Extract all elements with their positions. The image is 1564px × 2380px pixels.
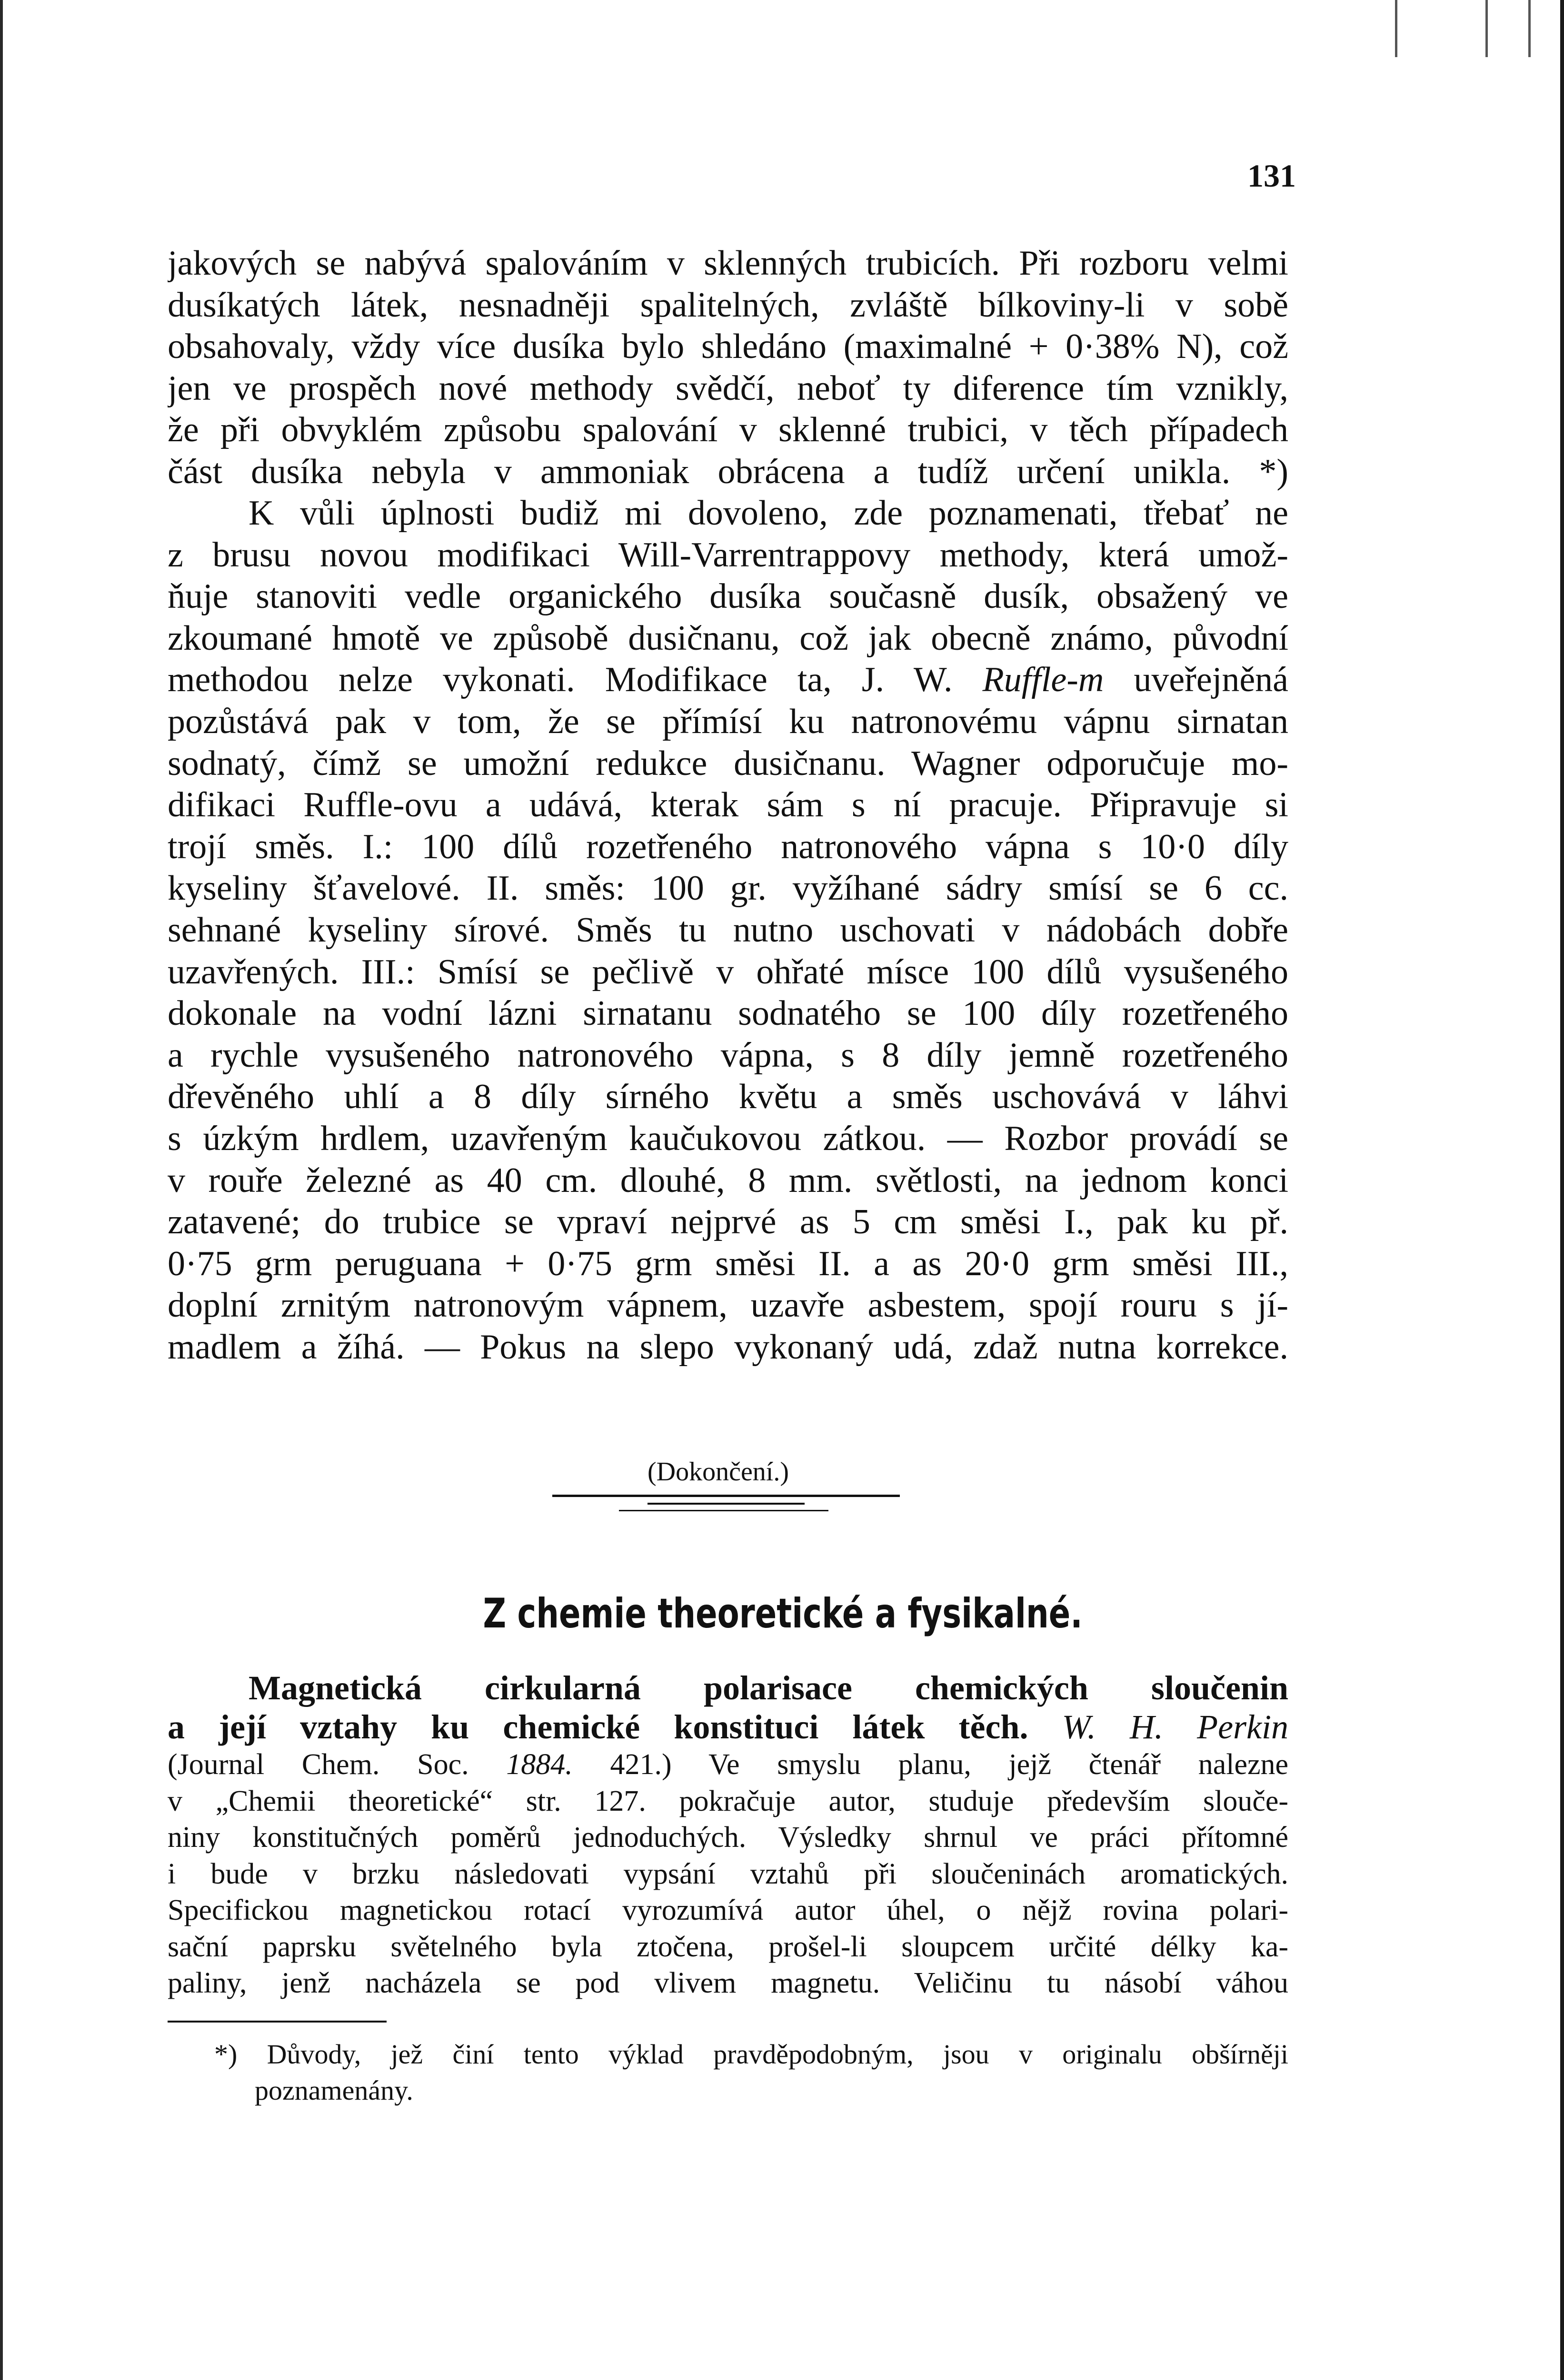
text-line: i bude v brzku následovati vypsání vztahů při sloučeninách aromatických. [168, 1857, 1288, 1890]
section-title: Z chemie theoretické a fysikalné. [483, 1590, 1083, 1637]
text-line: pozůstává pak v tom, že se přímísí ku natronovému vápnu sirnatan [168, 702, 1288, 741]
text-line: paliny, jenž nacházela se pod vlivem magnetu. Veličinu tu násobí váhou [168, 1967, 1288, 1999]
continued-note: (Dokončení.) [648, 1457, 789, 1487]
text-segment: methodou nelze vykonati. Modifikace ta, J. W. [168, 660, 953, 700]
text-line: difikaci Ruffle-ovu a udává, kterak sám s ní pracuje. Připravuje si [168, 785, 1288, 825]
text-segment: (Journal Chem. Soc. [168, 1748, 469, 1781]
text-segment: uveřejněná [1134, 660, 1288, 700]
scan-edge-right [1560, 0, 1564, 2380]
text-line: dokonale na vodní lázni sirnatanu sodnatého se 100 díly rozetřeného [168, 994, 1288, 1033]
text-line: z brusu novou modifikaci Will-Varrentrappovy methody, která umož- [168, 535, 1288, 575]
text-line: kyseliny šťavelové. II. směs: 100 gr. vyžíhané sádry smísí se 6 cc. [168, 869, 1288, 908]
text-line: zkoumané hmotě ve způsobě dusičnanu, což jak obecně známo, původní [168, 618, 1288, 658]
text-line: uzavřených. III.: Smísí se pečlivě v ohřaté mísce 100 dílů vysušeného [168, 952, 1288, 992]
text-line: s úzkým hrdlem, uzavřeným kaučukovou zátkou. — Rozbor provádí se [168, 1119, 1288, 1158]
article-heading [168, 1707, 1288, 1746]
text-line: ňuje stanoviti vedle organického dusíka současně dusík, obsažený ve [168, 577, 1288, 616]
page-number: 131 [1247, 158, 1296, 194]
text-line: sodnatý, čímž se umožní redukce dusičnanu. Wagner odporučuje mo- [168, 744, 1288, 783]
text-line: zatavené; do trubice se vpraví nejprvé as 5 cm směsi I., pak ku př. [168, 1202, 1288, 1242]
divider-rule [648, 1503, 805, 1505]
source-year: 1884. [506, 1748, 573, 1781]
text-segment-italic: Ruffle-m [982, 660, 1104, 700]
text-line: doplní zrnitým natronovým vápnem, uzavře asbestem, spojí rouru s jí- [168, 1286, 1288, 1325]
footnote-rule [168, 2021, 387, 2023]
article-heading: Magnetická cirkularná polarisace chemických sloučenin [249, 1669, 1288, 1707]
article-author: W. H. Perkin [1062, 1708, 1288, 1746]
text-segment: 421.) Ve smyslu planu, jejž čtenář nalezne [610, 1748, 1288, 1781]
text-line: sehnané kyseliny sírové. Směs tu nutno uschovati v nádobách dobře [168, 910, 1288, 950]
text-line: dřevěného uhlí a 8 díly sírného květu a směs uschovává v láhvi [168, 1077, 1288, 1117]
text-line: trojí směs. I.: 100 dílů rozetřeného natronového vápna s 10·0 díly [168, 827, 1288, 866]
scan-edge-left [0, 0, 3, 2380]
text-line: sační paprsku světelného byla ztočena, prošel-li sloupcem určité délky ka- [168, 1930, 1288, 1963]
text-line [168, 1746, 1288, 1783]
text-line [168, 659, 1288, 701]
divider-rule [619, 1510, 828, 1511]
footnote [214, 2036, 1288, 2109]
paragraph-1 [168, 243, 1288, 493]
scan-mark [1485, 0, 1488, 57]
scan-mark [1395, 0, 1397, 57]
paragraph-2 [168, 493, 1288, 1368]
text-line: jen ve prospěch nové methody svědčí, neboť ty diference tím vznikly, [168, 368, 1288, 408]
article [168, 1668, 1288, 2002]
text-line: Specifickou magnetickou rotací vyrozumívá autor úhel, o nějž rovina polari- [168, 1894, 1288, 1926]
text-line: jakových se nabývá spalováním v sklenných trubicích. Při rozboru velmi [168, 244, 1288, 283]
divider-rule [552, 1495, 900, 1497]
text-line: madlem a žíhá. — Pokus na slepo vykonaný udá, zdaž nutna korrekce. [168, 1327, 1288, 1367]
text-line: K vůli úplnosti budiž mi dovoleno, zde poznamenati, třebať ne [249, 494, 1288, 533]
text-line: v „Chemii theoretické“ str. 127. pokračuje autor, studuje především slouče- [168, 1785, 1288, 1817]
footnote-line: *) Důvody, jež činí tento výklad pravděpodobným, jsou v originalu obšírněji [214, 2039, 1288, 2070]
text-line: v rouře železné as 40 cm. dlouhé, 8 mm. světlosti, na jednom konci [168, 1160, 1288, 1200]
text-line: dusíkatých látek, nesnadněji spalitelných, zvláště bílkoviny-li v sobě [168, 285, 1288, 325]
text-line: část dusíka nebyla v ammoniak obrácena a tudíž určení unikla. *) [168, 452, 1288, 491]
text-line: 0·75 grm peruguana + 0·75 grm směsi II. a as 20·0 grm směsi III., [168, 1244, 1288, 1283]
text-line: obsahovaly, vždy více dusíka bylo shledáno (maximalné + 0·38% N), což [168, 327, 1288, 367]
text-line: že při obvyklém způsobu spalování v sklenné trubici, v těch případech [168, 410, 1288, 450]
footnote-line: poznamenány. [255, 2075, 413, 2106]
text-line: niny konstitučných poměrů jednoduchých. Výsledky shrnul ve práci přítomné [168, 1821, 1288, 1854]
scan-mark [1528, 0, 1531, 57]
article-heading-text: a její vztahy ku chemické konstituci látek těch. [168, 1708, 1028, 1746]
text-line: a rychle vysušeného natronového vápna, s 8 díly jemně rozetřeného [168, 1035, 1288, 1075]
